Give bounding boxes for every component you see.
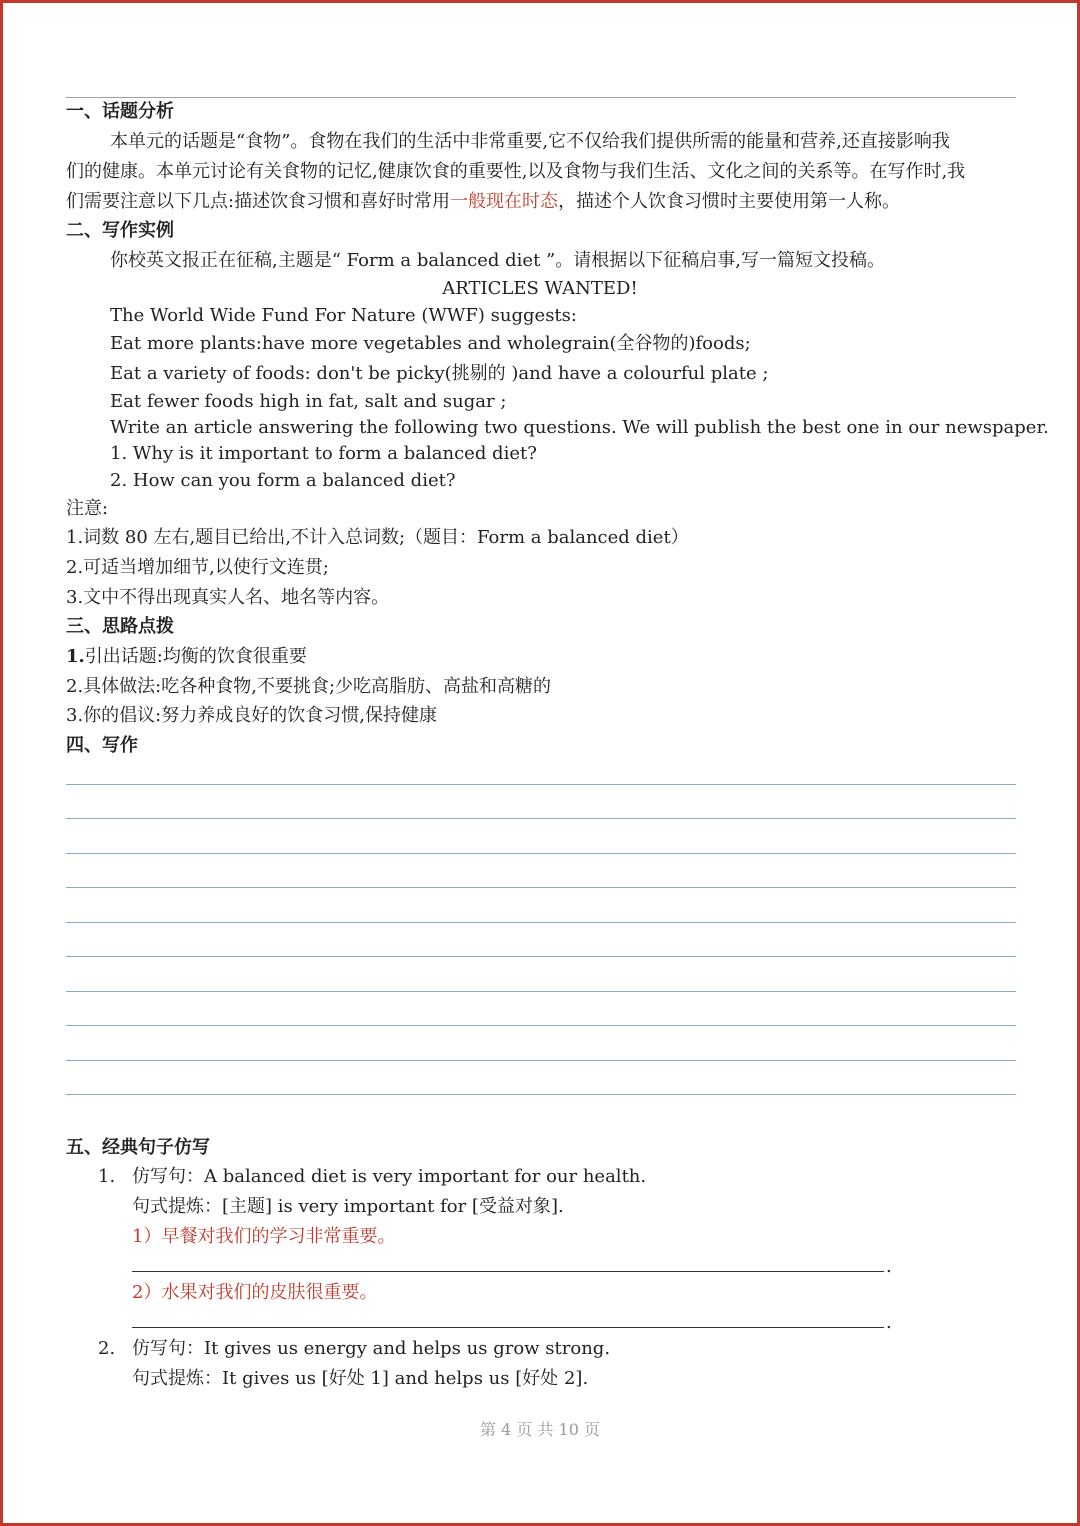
- question-1: 1. Why is it important to form a balanced diet?: [110, 443, 537, 464]
- notice-line-2: Eat more plants:have more vegetables and wholegrain(全谷物的)foods;: [110, 333, 751, 354]
- writing-line[interactable]: [66, 1025, 1016, 1026]
- writing-line[interactable]: [66, 956, 1016, 957]
- top-rule: [66, 97, 1016, 98]
- item-1-pattern: 句式提炼：[主题] is very important for [受益对象].: [132, 1196, 564, 1217]
- section1-highlight: 一般现在时态: [450, 191, 559, 212]
- section5-heading: 五、经典句子仿写: [66, 1137, 210, 1158]
- notice-line-4: Eat fewer foods high in fat, salt and sugar ;: [110, 391, 507, 412]
- section1-p1: 本单元的话题是“食物”。食物在我们的生活中非常重要,它不仅给我们提供所需的能量和营养,还直接影响我: [110, 131, 950, 152]
- section1-heading: 一、话题分析: [66, 101, 174, 122]
- section2-intro: 你校英文报正在征稿,主题是“ Form a balanced diet ”。请根据以下征稿启事,写一篇短文投稿。: [110, 250, 885, 271]
- item-1-number: 1.: [98, 1166, 116, 1187]
- notes-title: 注意:: [66, 498, 109, 519]
- note-1: 1.词数 80 左右,题目已给出,不计入总词数;（题目：Form a balanced diet）: [66, 527, 689, 548]
- answer-line-1[interactable]: [132, 1271, 884, 1272]
- item-2-pattern: 句式提炼：It gives us [好处 1] and helps us [好处 2].: [132, 1368, 589, 1389]
- writing-line[interactable]: [66, 784, 1016, 785]
- tip-1: [66, 645, 307, 669]
- notice-line-5: Write an article answering the following two questions. We will publish the best one in our newspaper.: [110, 417, 1049, 438]
- section1-p2: 们的健康。本单元讨论有关食物的记忆,健康饮食的重要性,以及食物与我们生活、文化之间的关系等。在写作时,我: [66, 161, 966, 182]
- tip-2: 2.具体做法:吃各种食物,不要挑食;少吃高脂肪、高盐和高糖的: [66, 676, 552, 697]
- item-1-model: 仿写句：A balanced diet is very important for our health.: [132, 1166, 647, 1187]
- item-2-number: 2.: [98, 1338, 116, 1359]
- writing-line[interactable]: [66, 853, 1016, 854]
- section3-heading: 三、思路点拨: [66, 616, 174, 637]
- question-2: 2. How can you form a balanced diet?: [110, 470, 456, 491]
- answer-line-2[interactable]: [132, 1327, 884, 1328]
- writing-line[interactable]: [66, 991, 1016, 992]
- answer-line-1-period: .: [886, 1256, 892, 1277]
- item-1-exercise-1: 1）早餐对我们的学习非常重要。: [132, 1226, 396, 1247]
- notice-title: ARTICLES WANTED!: [442, 278, 638, 299]
- writing-line[interactable]: [66, 818, 1016, 819]
- tip-3: 3.你的倡议:努力养成良好的饮食习惯,保持健康: [66, 705, 437, 726]
- tip-1-text: 引出话题:均衡的饮食很重要: [84, 646, 307, 667]
- note-3: 3.文中不得出现真实人名、地名等内容。: [66, 587, 390, 608]
- item-1-exercise-2: 2）水果对我们的皮肤很重要。: [132, 1282, 378, 1303]
- writing-line[interactable]: [66, 887, 1016, 888]
- page-number: 第 4 页 共 10 页: [480, 1420, 600, 1439]
- notice-line-3: Eat a variety of foods: don't be picky(挑剔的 )and have a colourful plate ;: [110, 363, 769, 384]
- section4-heading: 四、写作: [66, 735, 138, 756]
- answer-line-2-period: .: [886, 1312, 892, 1333]
- item-2-model: 仿写句：It gives us energy and helps us grow strong.: [132, 1338, 611, 1359]
- tip-1-num: 1.: [66, 646, 85, 667]
- section2-heading: 二、写作实例: [66, 220, 174, 241]
- section1-p3a: 们需要注意以下几点:描述饮食习惯和喜好时常用: [66, 191, 451, 212]
- writing-line[interactable]: [66, 1060, 1016, 1061]
- section1-p3b: ，描述个人饮食习惯时主要使用第一人称。: [558, 191, 901, 212]
- writing-line[interactable]: [66, 922, 1016, 923]
- note-2: 2.可适当增加细节,以使行文连贯;: [66, 557, 329, 578]
- notice-line-1: The World Wide Fund For Nature (WWF) suggests:: [110, 305, 577, 326]
- writing-line[interactable]: [66, 1094, 1016, 1095]
- section1-p3: [66, 190, 900, 214]
